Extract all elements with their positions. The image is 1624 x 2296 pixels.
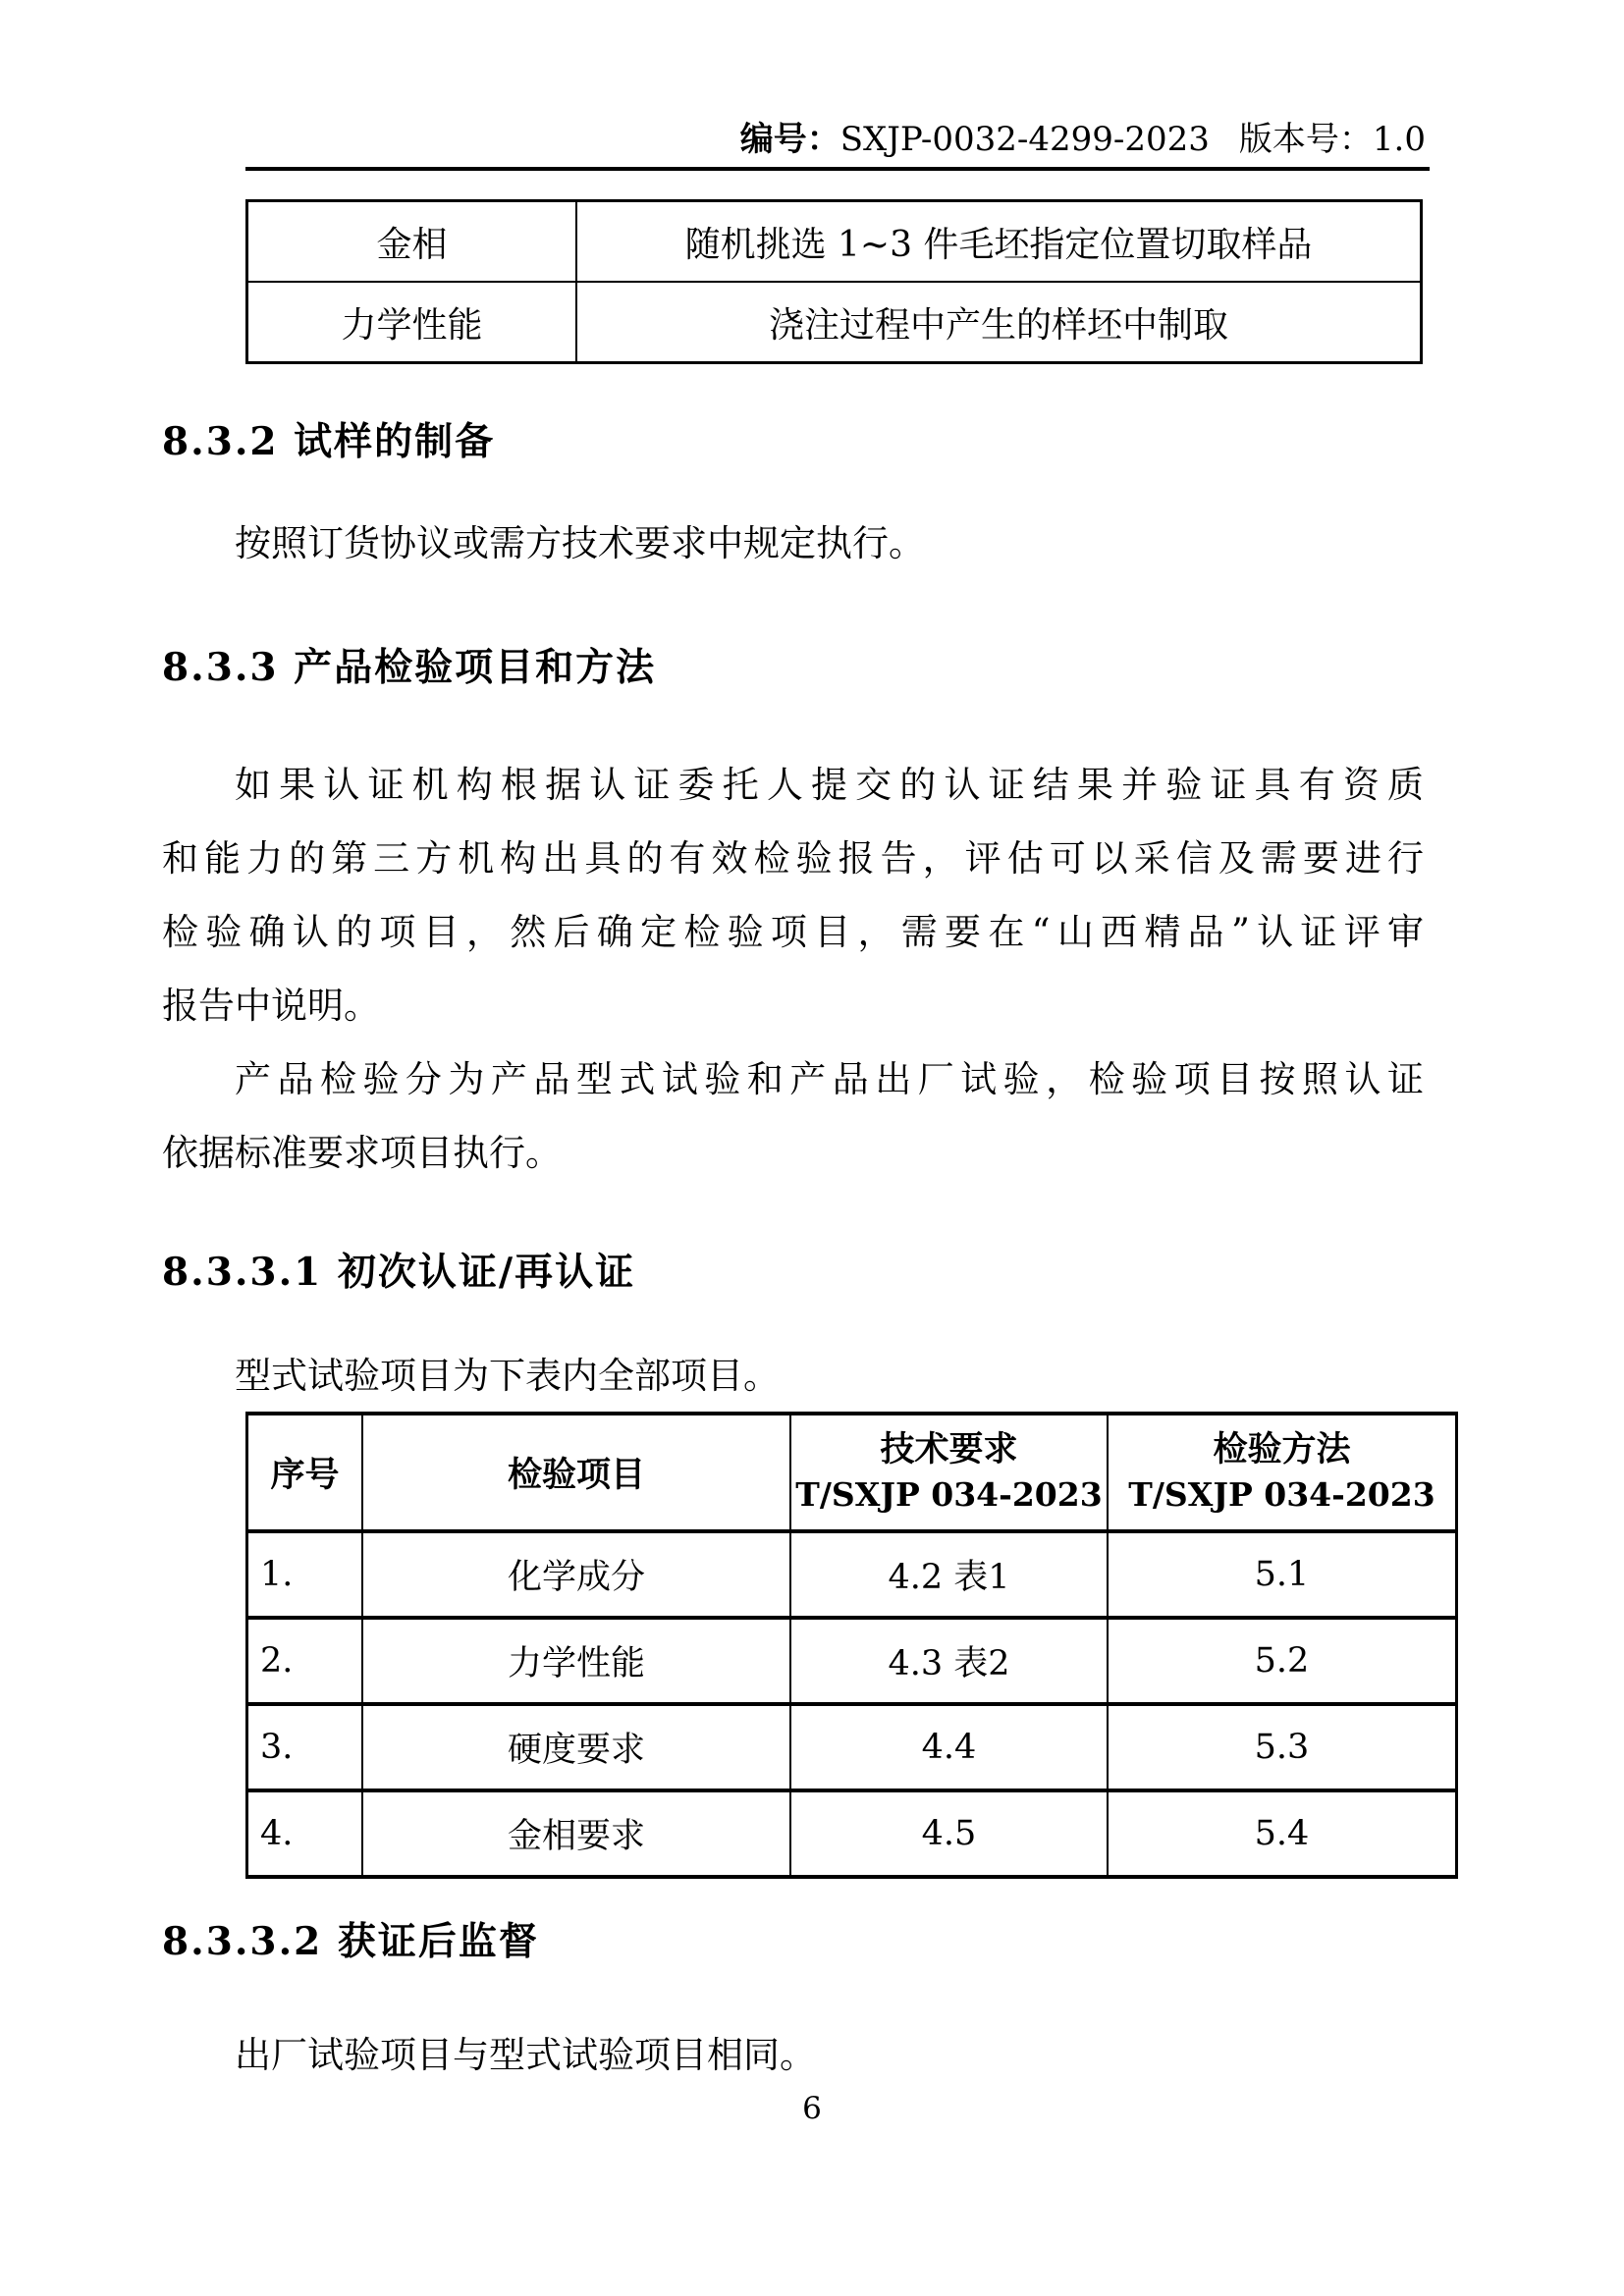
- version-value: 1.0: [1372, 120, 1426, 159]
- cell-req: 4.3 表2: [790, 1618, 1108, 1704]
- cell-req: 4.4: [790, 1704, 1108, 1790]
- para-833-line-5: 产品检验分为产品型式试验和产品出厂试验，检验项目按照认证: [235, 1058, 1424, 1100]
- cell-req: 4.5: [790, 1790, 1108, 1877]
- inspection-row: [247, 1531, 1457, 1618]
- header-cell-item: 检验项目: [362, 1414, 790, 1531]
- cell-method: 5.2: [1108, 1618, 1457, 1704]
- sample-desc-cell: 浇注过程中产生的样坯中制取: [576, 282, 1422, 363]
- sample-item-cell: 力学性能: [247, 282, 577, 363]
- doc-code-value: SXJP-0032-4299-2023: [839, 120, 1210, 159]
- inspection-row: [247, 1790, 1457, 1877]
- cell-method: 5.3: [1108, 1704, 1457, 1790]
- sample-desc-cell: 随机挑选 1~3 件毛坯指定位置切取样品: [576, 201, 1422, 283]
- cell-item: 硬度要求: [362, 1704, 790, 1790]
- heading-832: 8.3.2 试样的制备: [162, 419, 496, 464]
- requirement-standard: T/SXJP 034-2023: [795, 1475, 1103, 1514]
- inspection-table: [245, 1412, 1458, 1879]
- cell-req: 4.2 表1: [790, 1531, 1108, 1618]
- sampling-row: [247, 201, 1422, 283]
- requirement-title: 技术要求: [880, 1429, 1018, 1469]
- heading-833: 8.3.3 产品检验项目和方法: [162, 645, 657, 690]
- para-832-body: [162, 514, 1424, 573]
- cell-no: 2.: [247, 1618, 363, 1704]
- header-cell-no: 序号: [247, 1414, 363, 1531]
- cell-no: 4.: [247, 1790, 363, 1877]
- para-8331-intro-line: 型式试验项目为下表内全部项目。: [235, 1355, 780, 1397]
- inspection-row: [247, 1618, 1457, 1704]
- method-title: 检验方法: [1213, 1429, 1351, 1469]
- para-833-line-2: 和能力的第三方机构出具的有效检验报告，评估可以采信及需要进行: [162, 837, 1424, 880]
- sampling-row: [247, 282, 1422, 363]
- cell-item: 化学成分: [362, 1531, 790, 1618]
- page-header: [740, 118, 1426, 161]
- para-832-line: 按照订货协议或需方技术要求中规定执行。: [235, 522, 925, 564]
- cell-method: 5.4: [1108, 1790, 1457, 1877]
- para-8332-body: [162, 2026, 1424, 2085]
- para-833-line-3: 检验确认的项目，然后确定检验项目，需要在“山西精品”认证评审: [162, 911, 1424, 953]
- cell-item: 力学性能: [362, 1618, 790, 1704]
- cell-no: 1.: [247, 1531, 363, 1618]
- inspection-header-row: [247, 1414, 1457, 1531]
- heading-8331: 8.3.3.1 初次认证/再认证: [162, 1250, 636, 1295]
- heading-8332: 8.3.3.2 获证后监督: [162, 1919, 539, 1964]
- version-label: 版本号：: [1238, 120, 1373, 159]
- sampling-table: [245, 199, 1423, 364]
- header-cell-method: [1108, 1414, 1457, 1531]
- cell-item: 金相要求: [362, 1790, 790, 1877]
- para-833-line-4: 报告中说明。: [162, 985, 380, 1027]
- page-number: 6: [802, 2091, 822, 2126]
- cell-no: 3.: [247, 1704, 363, 1790]
- para-8331-intro: [162, 1347, 1424, 1406]
- header-cell-requirement: [790, 1414, 1108, 1531]
- para-833-line-6: 依据标准要求项目执行。: [162, 1132, 562, 1174]
- method-standard: T/SXJP 034-2023: [1128, 1475, 1435, 1514]
- cell-method: 5.1: [1108, 1531, 1457, 1618]
- para-833-body: [162, 748, 1424, 1190]
- doc-code-label: 编号：: [739, 120, 840, 159]
- para-833-line-1: 如果认证机构根据认证委托人提交的认证结果并验证具有资质: [235, 764, 1424, 806]
- para-8332-line: 出厂试验项目与型式试验项目相同。: [235, 2034, 816, 2076]
- inspection-row: [247, 1704, 1457, 1790]
- header-rule: [245, 167, 1430, 171]
- sample-item-cell: 金相: [247, 201, 577, 283]
